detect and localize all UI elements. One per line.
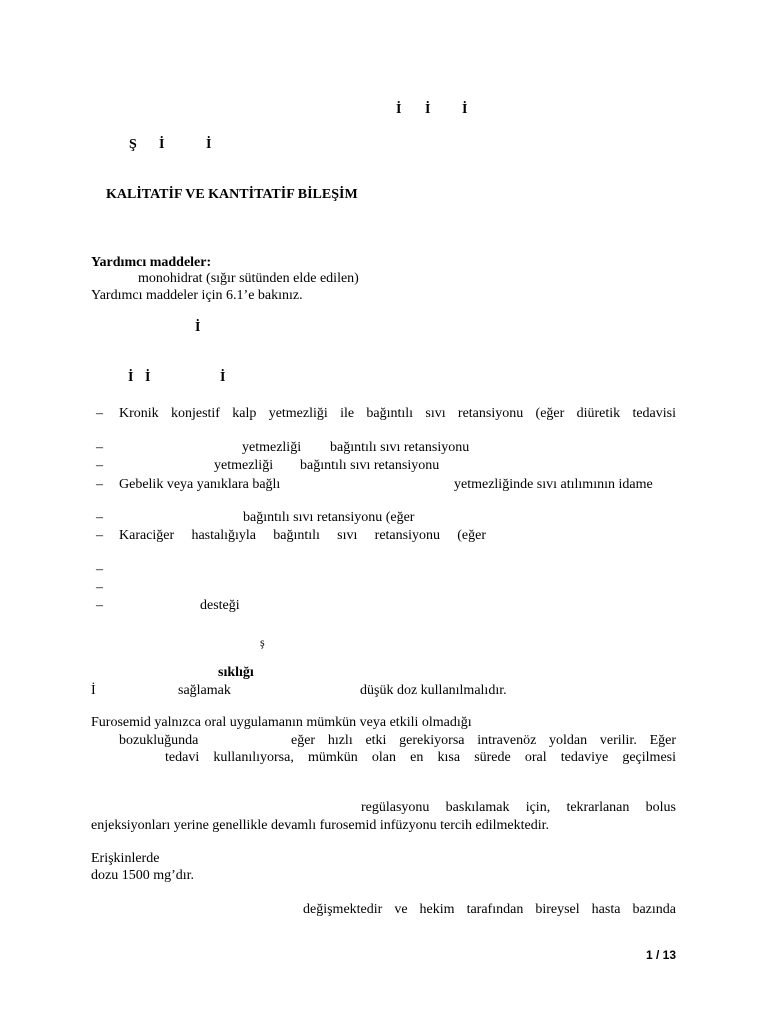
list-bullet: – xyxy=(96,458,103,473)
section4-glyph-3: İ xyxy=(220,370,226,385)
page-number: 1 / 13 xyxy=(645,948,676,962)
dose-line-low-dose: düşük doz kullanılmalıdır. xyxy=(360,683,507,698)
indication-item-4a: Gebelik veya yanıklara bağlı xyxy=(119,477,281,492)
section1-glyph-2: İ xyxy=(159,137,165,152)
adults-label: Erişkinlerde xyxy=(91,851,160,866)
section4-glyph-2: İ xyxy=(145,370,151,385)
indication-item-5: bağıntılı sıvı retansiyonu (eğer xyxy=(243,510,415,525)
list-bullet: – xyxy=(96,477,103,492)
last-line: değişmektedir ve hekim tarafından bireysel hasta bazında xyxy=(303,902,676,917)
list-bullet: – xyxy=(96,406,103,421)
posology-glyph: ş xyxy=(260,635,265,649)
excipients-reference: Yardımcı maddeler için 6.1’e bakınız. xyxy=(91,288,303,303)
max-dose-text: dozu 1500 mg’dır. xyxy=(91,868,195,883)
para1-line3: tedavi kullanılıyorsa, mümkün olan en kısa sürede oral tedaviye geçilmesi xyxy=(165,750,676,765)
list-bullet: – xyxy=(96,528,103,543)
list-bullet: – xyxy=(96,562,103,577)
indication-item-6: Karaciğer hastalığıyla bağıntılı sıvı retansiyonu (eğer xyxy=(119,528,486,543)
frequency-label: sıklığı xyxy=(218,665,254,680)
indication-item-2a: yetmezliği xyxy=(242,440,302,455)
indication-item-9: desteği xyxy=(200,598,240,613)
list-bullet: – xyxy=(96,598,103,613)
section2-title: KALİTATİF VE KANTİTATİF BİLEŞİM xyxy=(106,187,358,202)
section1-glyph-3: İ xyxy=(206,137,212,152)
section1-glyph-1: Ş xyxy=(129,137,137,152)
para1-line1: Furosemid yalnızca oral uygulamanın mümkün veya etkili olmadığı xyxy=(91,715,472,730)
indication-item-3a: yetmezliği xyxy=(214,458,274,473)
dose-line-glyph: İ xyxy=(91,683,96,698)
excipients-label: Yardımcı maddeler: xyxy=(91,255,212,270)
para1-line2a: bozukluğunda xyxy=(119,733,199,748)
indication-item-4b: yetmezliğinde sıvı atılımının idame xyxy=(454,477,653,492)
dose-line-provide: sağlamak xyxy=(178,683,231,698)
list-bullet: – xyxy=(96,510,103,525)
indication-item-3b: bağıntılı sıvı retansiyonu xyxy=(300,458,440,473)
section4-glyph-1: İ xyxy=(128,370,134,385)
header-glyph-1: İ xyxy=(396,102,402,117)
indication-item-2b: bağıntılı sıvı retansiyonu xyxy=(330,440,470,455)
excipient-lactose: monohidrat (sığır sütünden elde edilen) xyxy=(138,271,359,286)
header-glyph-2: İ xyxy=(425,102,431,117)
list-bullet: – xyxy=(96,440,103,455)
para2-line2: enjeksiyonları yerine genellikle devamlı furosemid infüzyonu tercih edilmektedir. xyxy=(91,818,549,833)
section3-heading: İ xyxy=(195,320,201,335)
header-glyph-3: İ xyxy=(462,102,468,117)
para2-line1: regülasyonu baskılamak için, tekrarlanan bolus xyxy=(361,800,676,815)
para1-line2b: eğer hızlı etki gerekiyorsa intravenöz yoldan verilir. Eğer xyxy=(291,733,676,748)
indication-item-1: Kronik konjestif kalp yetmezliği ile bağıntılı sıvı retansiyonu (eğer diüretik tedavisi xyxy=(119,406,676,421)
list-bullet: – xyxy=(96,580,103,595)
